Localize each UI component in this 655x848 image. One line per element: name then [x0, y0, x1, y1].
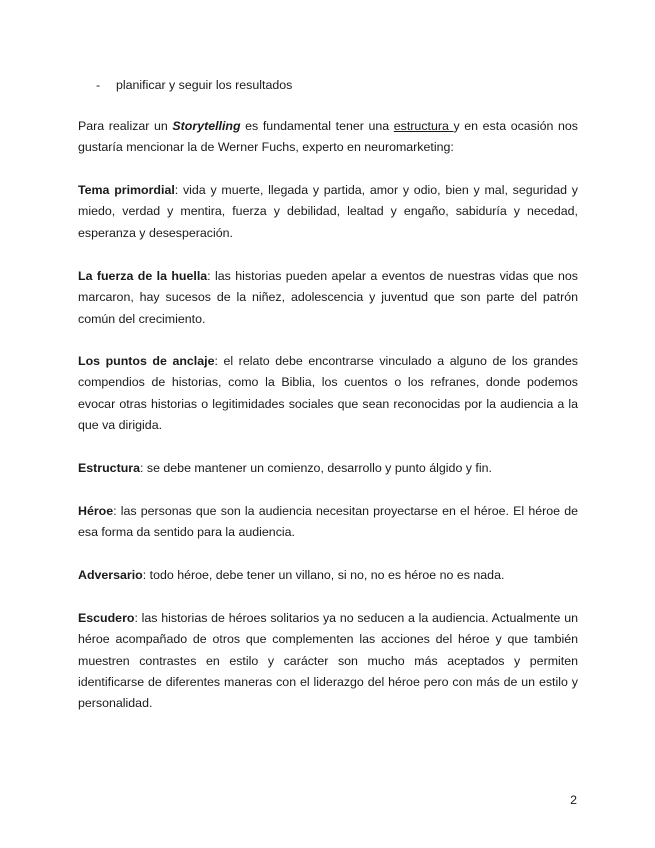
section-term: Estructura: [78, 461, 140, 475]
intro-part3: y en esta ocasión nos gustaría mencionar la de Werner Fuchs, experto en neuromarketing:: [78, 119, 578, 155]
intro-paragraph: [78, 116, 578, 159]
section-estructura: [78, 458, 578, 479]
section-text: : el relato debe encontrarse vinculado a alguno de los grandes compendios de historias, como la Biblia, los cuentos o los refranes, donde podemos evocar otras historias o legitimidades sociales que sean reconocidas por la audiencia a la que va dirigida.: [78, 354, 578, 432]
section-adversario: [78, 565, 578, 586]
section-escudero: [78, 608, 578, 714]
section-term: Héroe: [78, 504, 114, 518]
section-text: : se debe mantener un comienzo, desarrollo y punto álgido y fin.: [139, 461, 492, 475]
bullet-item: [96, 76, 292, 94]
section-term: Adversario: [78, 568, 143, 582]
bullet-dash: -: [96, 78, 101, 92]
intro-part2: es fundamental tener una: [240, 119, 394, 133]
intro-part1: Para realizar un: [78, 119, 173, 133]
section-text: : vida y muerte, llegada y partida, amor y odio, bien y mal, seguridad y miedo, verdad y mentira, fuerza y debilidad, lealtad y engaño, sabiduría y necedad, esperanza y desesperación.: [78, 183, 578, 240]
section-heroe: [78, 501, 578, 544]
section-text: : las historias pueden apelar a eventos de nuestras vidas que nos marcaron, hay sucesos de la niñez, adolescencia y juventud que son parte del patrón común del crecimiento.: [78, 269, 578, 326]
section-puntos-anclaje: [78, 351, 578, 436]
section-term: Tema primordial: [78, 183, 175, 197]
section-tema-primordial: [78, 180, 578, 244]
section-fuerza-huella: [78, 266, 578, 330]
page-number: 2: [570, 793, 577, 807]
bullet-text: planificar y seguir los resultados: [116, 78, 293, 92]
section-term: Escudero: [78, 611, 135, 625]
section-text: : las personas que son la audiencia necesitan proyectarse en el héroe. El héroe de esa forma da sentido para la audiencia.: [78, 504, 578, 540]
section-term: La fuerza de la huella: [78, 269, 208, 283]
storytelling-term: Storytelling: [172, 119, 241, 133]
section-text: : todo héroe, debe tener un villano, si no, no es héroe no es nada.: [142, 568, 505, 582]
section-text: : las historias de héroes solitarios ya no seducen a la audiencia. Actualmente un héroe acompañado de otros que complementen las acciones del héroe y que también muestren contrastes en estilo y carácter son mucho más aceptados y permiten identificarse de diferentes maneras con el liderazgo del héroe pero con más de un estilo y personalidad.: [78, 611, 578, 711]
estructura-underlined: estructura: [393, 119, 454, 133]
section-term: Los puntos de anclaje: [78, 354, 215, 368]
